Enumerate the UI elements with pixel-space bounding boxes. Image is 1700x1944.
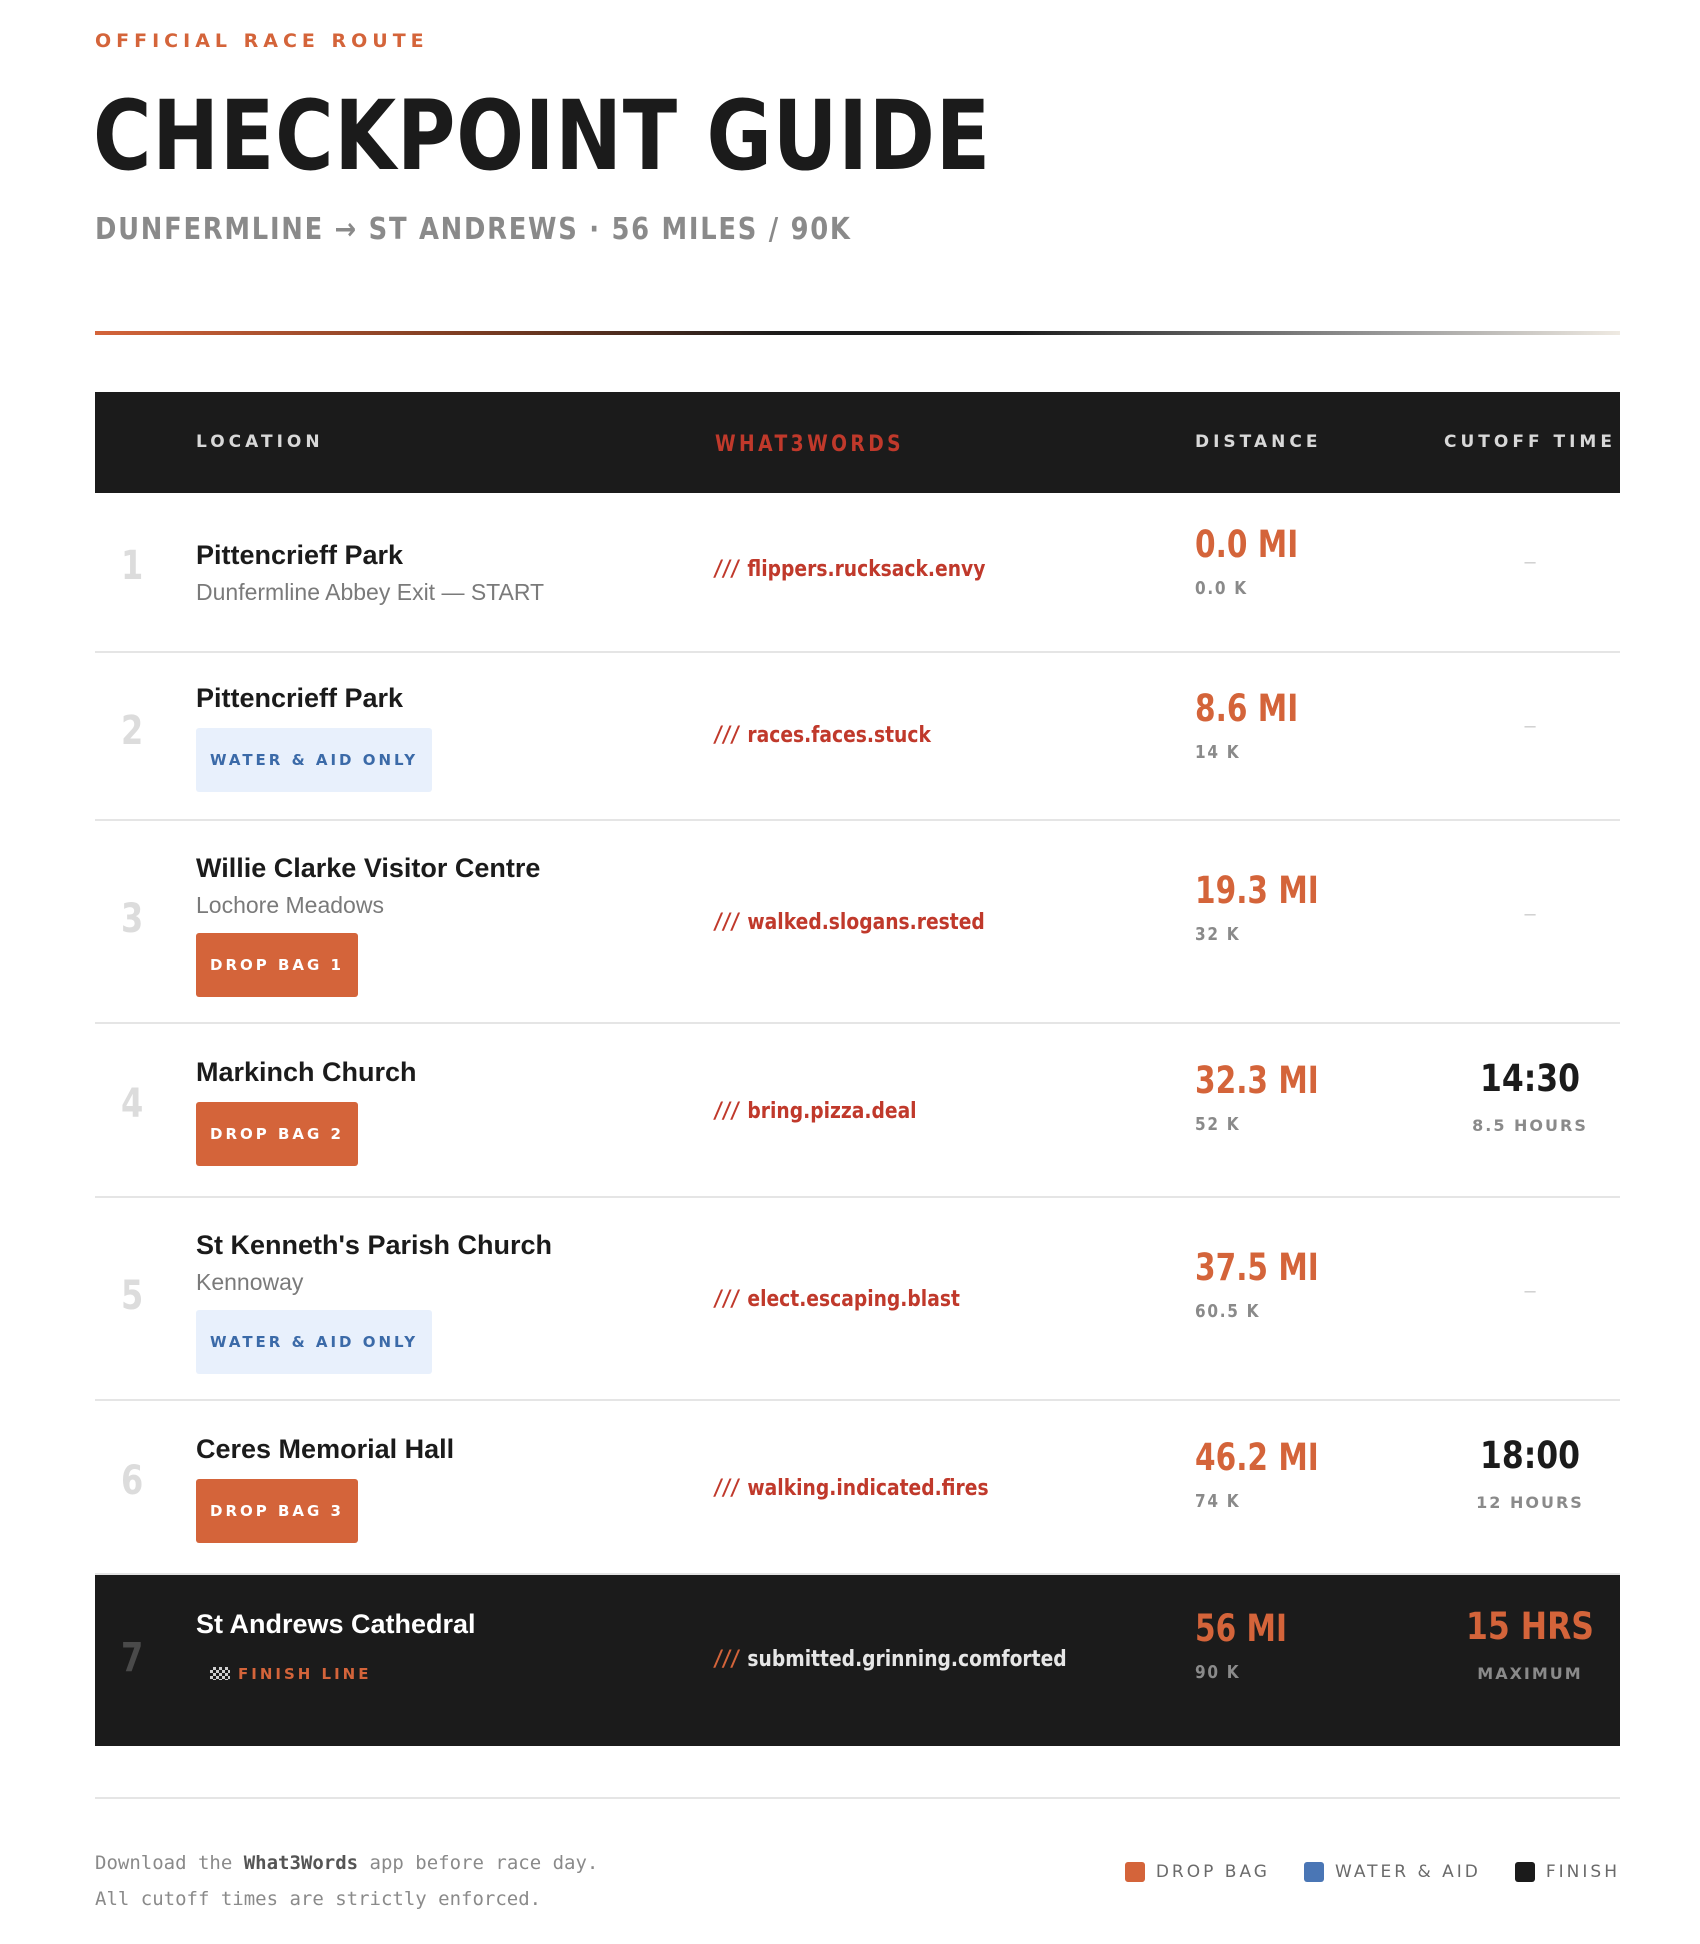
w3w-address: walking.indicated.fires <box>747 1476 989 1501</box>
w3w-slashes: /// <box>715 1647 741 1672</box>
distance-km: 14 K <box>1195 742 1241 763</box>
distance-cell <box>1195 1246 1350 1322</box>
w3w-slashes: /// <box>715 723 741 748</box>
distance-miles: 37.5 MI <box>1195 1246 1319 1289</box>
distance-km: 74 K <box>1195 1491 1241 1512</box>
location-cell <box>196 1609 476 1694</box>
cutoff-empty: – <box>1524 1280 1536 1302</box>
location-name: Ceres Memorial Hall <box>196 1434 455 1464</box>
location-subtitle: Lochore Meadows <box>196 892 384 918</box>
legend-swatch <box>1125 1862 1145 1882</box>
cutoff-duration: 12 HOURS <box>1476 1493 1584 1512</box>
checkpoint-number: 3 <box>121 896 144 942</box>
distance-cell <box>1195 523 1324 599</box>
drop-bag-badge: DROP BAG 1 <box>196 933 358 997</box>
distance-km: 32 K <box>1195 924 1241 945</box>
footer-note-line-1 <box>95 1845 598 1881</box>
distance-miles: 46.2 MI <box>1195 1436 1319 1479</box>
table-header <box>95 392 1620 493</box>
distance-km: 60.5 K <box>1195 1301 1261 1322</box>
distance-miles: 0.0 MI <box>1195 523 1299 566</box>
cutoff-cell <box>1429 715 1631 738</box>
water-aid-badge: WATER & AID ONLY <box>196 728 432 792</box>
checkpoint-number: 5 <box>121 1273 144 1319</box>
table-row <box>95 653 1620 821</box>
legend-item-finish <box>1515 1862 1620 1882</box>
distance-km: 52 K <box>1195 1114 1241 1135</box>
cutoff-duration: MAXIMUM <box>1477 1664 1583 1683</box>
distance-cell <box>1195 869 1350 945</box>
route-subtitle: DUNFERMLINE → ST ANDREWS · 56 MILES / 90K <box>95 212 852 247</box>
table-row <box>95 1024 1620 1198</box>
cutoff-empty: – <box>1524 551 1536 573</box>
location-subtitle: Kennoway <box>196 1269 304 1295</box>
what3words-link[interactable] <box>715 1476 989 1501</box>
w3w-slashes: /// <box>715 910 741 935</box>
distance-km: 0.0 K <box>1195 578 1248 599</box>
cutoff-cell <box>1429 551 1631 574</box>
distance-cell <box>1195 1059 1350 1135</box>
table-row <box>95 1198 1620 1401</box>
checkpoint-number: 7 <box>121 1635 144 1681</box>
location-name: Willie Clarke Visitor Centre <box>196 853 541 883</box>
checkpoint-number: 1 <box>121 543 144 589</box>
cutoff-time: 15 HRS <box>1466 1605 1594 1648</box>
w3w-slashes: /// <box>715 1476 741 1501</box>
legend-label: WATER & AID <box>1334 1862 1481 1882</box>
location-cell <box>196 683 432 792</box>
distance-cell <box>1195 1436 1350 1512</box>
location-name: Markinch Church <box>196 1057 417 1087</box>
drop-bag-badge: DROP BAG 2 <box>196 1102 358 1166</box>
what3words-link[interactable] <box>715 723 931 748</box>
location-cell <box>196 853 540 997</box>
w3w-address: walked.slogans.rested <box>747 910 985 935</box>
header-divider <box>95 331 1620 335</box>
eyebrow-label: OFFICIAL RACE ROUTE <box>95 30 429 52</box>
drop-bag-badge: DROP BAG 3 <box>196 1479 358 1543</box>
location-name: St Kenneth's Parish Church <box>196 1230 552 1260</box>
footer-note-line-2: All cutoff times are strictly enforced. <box>95 1888 542 1910</box>
column-header-what3words: WHAT3WORDS <box>715 432 904 457</box>
footer-divider <box>95 1797 1620 1799</box>
legend-label: DROP BAG <box>1155 1862 1270 1882</box>
note-pre: Download the <box>95 1852 244 1874</box>
cutoff-cell <box>1429 903 1631 926</box>
column-header-location: LOCATION <box>196 432 324 452</box>
location-cell <box>196 540 544 606</box>
w3w-address: bring.pizza.deal <box>747 1099 917 1124</box>
what3words-link[interactable] <box>715 1647 1067 1672</box>
cutoff-cell <box>1429 1434 1631 1512</box>
cutoff-time: 18:00 <box>1479 1434 1581 1477</box>
finish-line-badge <box>196 1654 385 1694</box>
note-post: app before race day. <box>358 1852 599 1874</box>
cutoff-time: 14:30 <box>1479 1057 1581 1100</box>
w3w-address: elect.escaping.blast <box>747 1287 960 1312</box>
table-row <box>95 821 1620 1024</box>
legend-swatch <box>1515 1862 1535 1882</box>
legend-swatch <box>1304 1862 1324 1882</box>
what3words-link[interactable] <box>715 910 985 935</box>
w3w-address: submitted.grinning.comforted <box>747 1647 1067 1672</box>
location-subtitle: Dunfermline Abbey Exit — START <box>196 579 545 605</box>
location-name: Pittencrieff Park <box>196 683 404 713</box>
table-row <box>95 493 1620 653</box>
legend <box>1091 1862 1620 1882</box>
footer-note <box>95 1845 598 1917</box>
page-title: CHECKPOINT GUIDE <box>93 80 991 192</box>
finish-line-label: FINISH LINE <box>238 1665 372 1683</box>
cutoff-cell <box>1429 1280 1631 1303</box>
location-cell <box>196 1434 454 1543</box>
distance-miles: 8.6 MI <box>1195 687 1299 730</box>
distance-km: 90 K <box>1195 1662 1241 1683</box>
w3w-slashes: /// <box>715 1099 741 1124</box>
checkpoint-number: 2 <box>121 708 144 754</box>
w3w-address: flippers.rucksack.envy <box>747 557 986 582</box>
what3words-link[interactable] <box>715 1099 917 1124</box>
cutoff-duration: 8.5 HOURS <box>1472 1116 1588 1135</box>
distance-miles: 19.3 MI <box>1195 869 1319 912</box>
finish-row <box>95 1575 1620 1746</box>
location-cell <box>196 1057 417 1166</box>
location-name: St Andrews Cathedral <box>196 1609 476 1639</box>
what3words-link[interactable] <box>715 1287 960 1312</box>
distance-cell <box>1195 687 1324 763</box>
cutoff-cell <box>1429 1057 1631 1135</box>
checkered-flag-icon <box>210 1667 230 1680</box>
water-aid-badge: WATER & AID ONLY <box>196 1310 432 1374</box>
location-cell <box>196 1230 552 1374</box>
what3words-link[interactable] <box>715 557 985 582</box>
legend-label: FINISH <box>1545 1862 1620 1882</box>
w3w-address: races.faces.stuck <box>747 723 931 748</box>
cutoff-empty: – <box>1524 715 1536 737</box>
w3w-slashes: /// <box>715 557 741 582</box>
table-row <box>95 1401 1620 1575</box>
cutoff-empty: – <box>1524 903 1536 925</box>
column-header-cutoff: CUTOFF TIME <box>1444 432 1616 452</box>
w3w-slashes: /// <box>715 1287 741 1312</box>
location-name: Pittencrieff Park <box>196 540 404 570</box>
distance-miles: 32.3 MI <box>1195 1059 1319 1102</box>
checkpoint-number: 4 <box>121 1081 144 1127</box>
distance-cell <box>1195 1607 1310 1683</box>
legend-item-drop-bag <box>1125 1862 1270 1882</box>
what3words-app-name: What3Words <box>243 1852 359 1874</box>
column-header-distance: DISTANCE <box>1195 432 1322 452</box>
distance-miles: 56 MI <box>1195 1607 1287 1650</box>
checkpoint-table <box>95 392 1620 1746</box>
cutoff-cell <box>1429 1605 1631 1683</box>
legend-item-water-aid <box>1304 1862 1481 1882</box>
checkpoint-number: 6 <box>121 1458 144 1504</box>
